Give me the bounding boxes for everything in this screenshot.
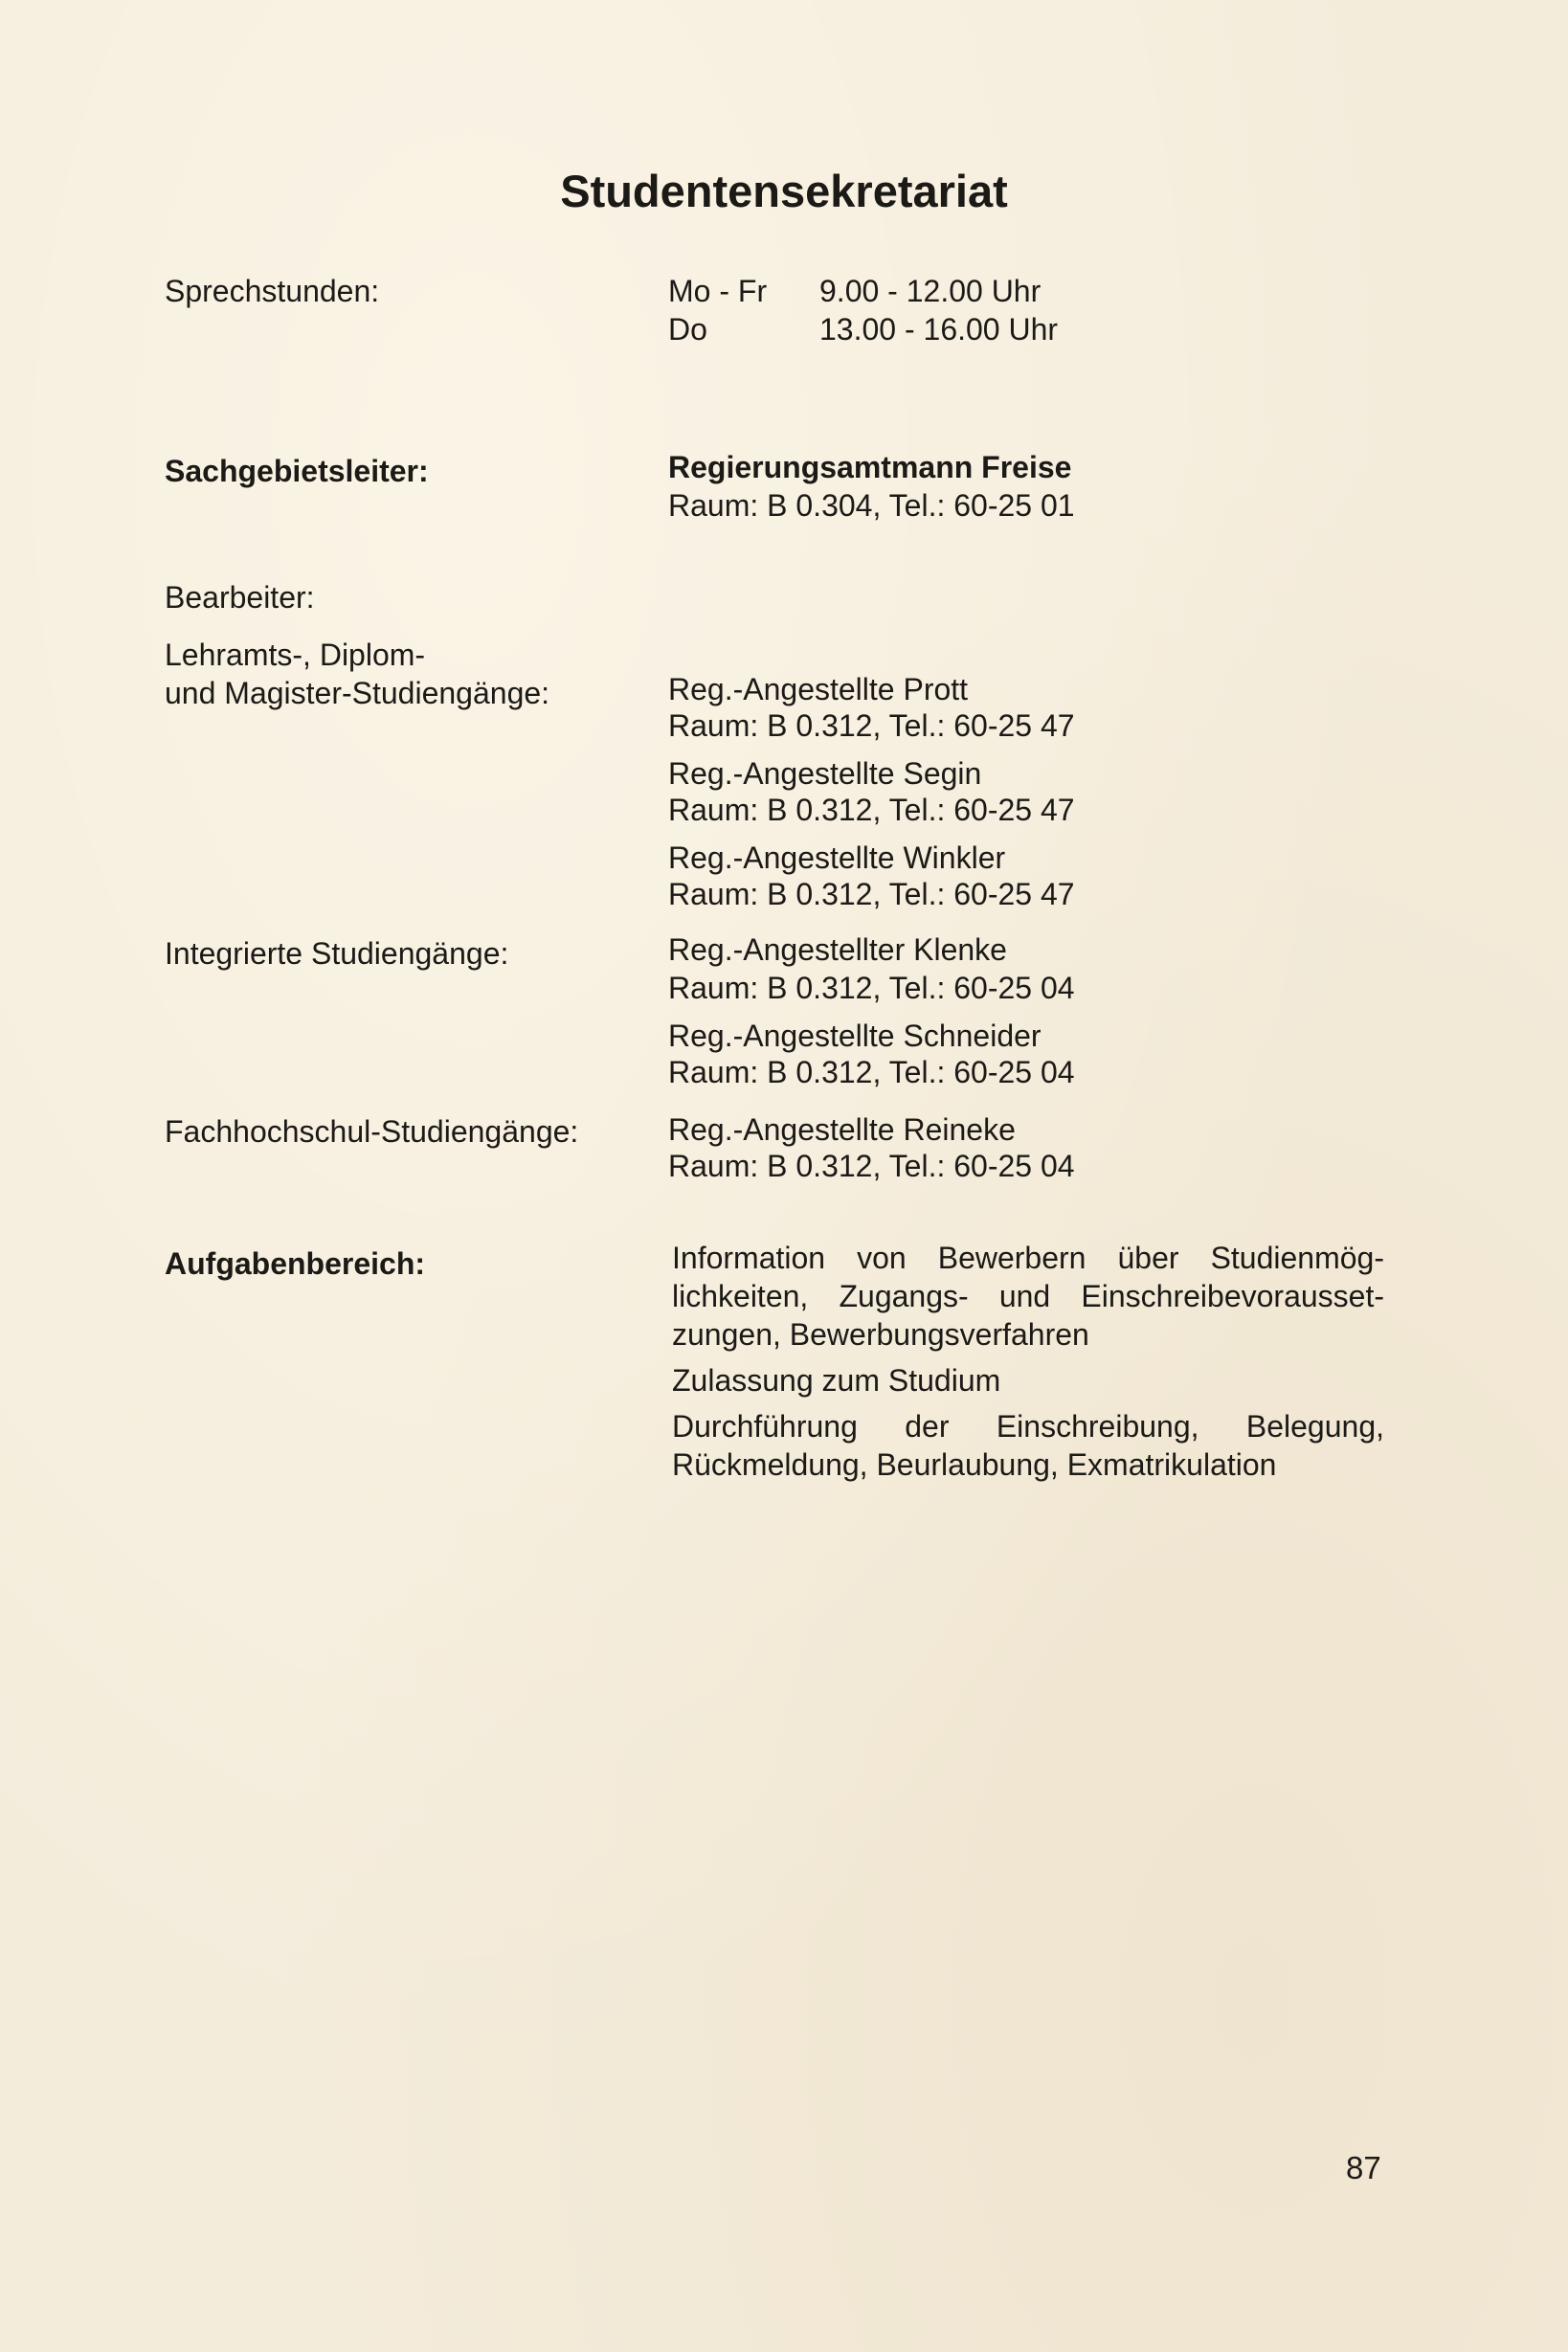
staff-room: Raum: B 0.312, Tel.: 60-25 04 [668, 971, 1075, 1005]
section-head-label: Sachgebietsleiter: [165, 454, 429, 488]
staff-room: Raum: B 0.312, Tel.: 60-25 47 [668, 708, 1075, 743]
task-item [672, 1407, 1384, 1484]
task-line: Durchführung der Einschreibung, Belegung, [672, 1409, 1384, 1444]
staff-name: Reg.-Angestellte Schneider [668, 1019, 1042, 1053]
office-hours-time: 9.00 - 12.00 Uhr [819, 274, 1042, 308]
staff-name: Reg.-Angestellte Winkler [668, 840, 1006, 875]
staff-room: Raum: B 0.312, Tel.: 60-25 04 [668, 1149, 1075, 1183]
staff-group-label: und Magister-Studiengänge: [165, 676, 550, 710]
office-hours-day: Do [668, 312, 707, 347]
page-title: Studentensekretariat [560, 166, 1008, 216]
staff-name: Reg.-Angestellte Prott [668, 672, 969, 706]
staff-room: Raum: B 0.312, Tel.: 60-25 47 [668, 877, 1075, 911]
task-item [672, 1361, 1384, 1400]
task-line: lichkeiten, Zugangs- und Einschreibevorausset- [672, 1279, 1384, 1313]
office-hours-label: Sprechstunden: [165, 274, 380, 308]
task-item [672, 1239, 1384, 1354]
section-head-room: Raum: B 0.304, Tel.: 60-25 01 [668, 488, 1075, 523]
staff-group-label: Lehramts-, Diplom- [165, 638, 426, 672]
staff-group-label: Fachhochschul-Studiengänge: [165, 1114, 579, 1149]
staff-room: Raum: B 0.312, Tel.: 60-25 04 [668, 1055, 1075, 1089]
task-line: Information von Bewerbern über Studienmög- [672, 1241, 1384, 1275]
section-head-name: Regierungsamtmann Freise [668, 450, 1072, 484]
responsibilities-label: Aufgabenbereich: [165, 1246, 426, 1281]
task-line: Zulassung zum Studium [672, 1363, 1001, 1398]
staff-group-label: Integrierte Studiengänge: [165, 936, 509, 971]
staff-name: Reg.-Angestellte Segin [668, 756, 982, 791]
office-hours-time: 13.00 - 16.00 Uhr [819, 312, 1059, 347]
staff-label: Bearbeiter: [165, 580, 315, 615]
staff-name: Reg.-Angestellte Reineke [668, 1112, 1016, 1147]
staff-name: Reg.-Angestellter Klenke [668, 932, 1007, 967]
staff-room: Raum: B 0.312, Tel.: 60-25 47 [668, 793, 1075, 827]
page-number: 87 [1346, 2150, 1381, 2185]
task-line: Rückmeldung, Beurlaubung, Exmatrikulation [672, 1447, 1277, 1482]
task-line: zungen, Bewerbungsverfahren [672, 1317, 1089, 1352]
office-hours-day: Mo - Fr [668, 274, 768, 308]
